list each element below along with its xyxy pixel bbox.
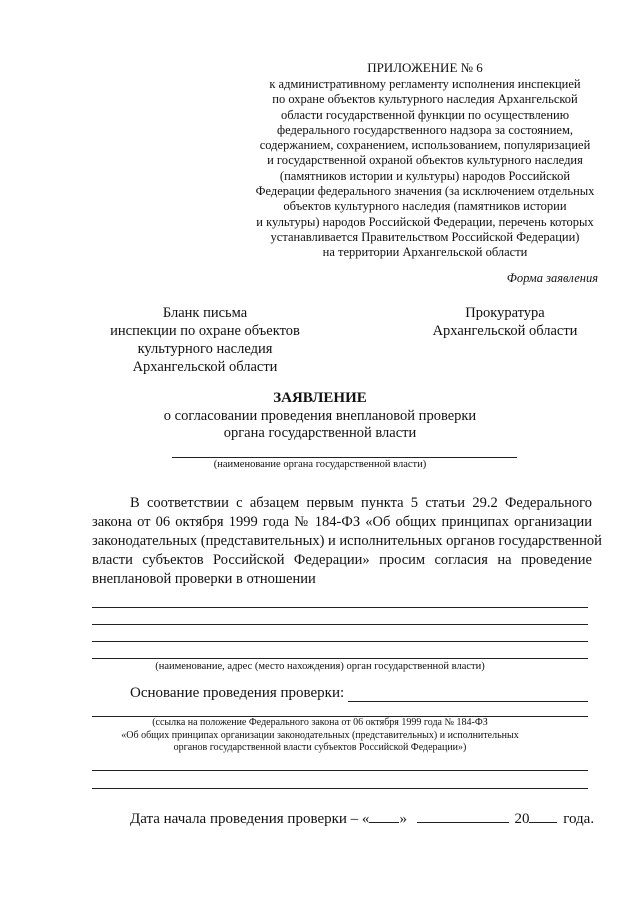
addressee-line: Прокуратура xyxy=(465,305,545,321)
basis-field-line-4[interactable] xyxy=(92,788,588,789)
date-century: 20 xyxy=(514,811,530,827)
month-field[interactable] xyxy=(417,808,509,823)
date-prefix: Дата начала проведения проверки – « xyxy=(130,811,370,827)
sender-line: Бланк письма xyxy=(162,305,248,321)
basis-field[interactable] xyxy=(348,701,588,702)
paragraph-line: внеплановой проверки в отношении xyxy=(92,571,316,587)
appendix-line: на территории Архангельской области xyxy=(322,245,528,260)
appendix-line: к административному регламенту исполнения инспекцией xyxy=(269,77,581,91)
sender-block xyxy=(90,304,320,376)
year-field[interactable] xyxy=(529,808,557,823)
paragraph-line: В соответствии с абзацем первым пункта 5 статьи 29.2 Федерального xyxy=(130,495,592,511)
appendix-line: (памятников истории и культуры) народов Российской xyxy=(279,168,571,183)
authority-caption: (наименование органа государственной власти) xyxy=(213,459,427,470)
organ-field-line-1[interactable] xyxy=(92,607,588,608)
sender-line: инспекции по охране объектов xyxy=(110,323,300,339)
date-quote-close: » xyxy=(399,811,407,827)
subtitle-line: о согласовании проведения внеплановой проверки xyxy=(163,408,477,424)
request-paragraph xyxy=(92,494,602,589)
appendix-line: устанавливается Правительством Российской Федерации) xyxy=(270,229,580,244)
form-label: Форма заявления xyxy=(506,271,598,285)
basis-label: Основание проведения проверки: xyxy=(130,685,345,701)
subtitle-line: органа государственной власти xyxy=(223,425,417,441)
sender-line: Архангельской области xyxy=(132,359,278,375)
organ-field-line-4[interactable] xyxy=(92,658,588,659)
appendix-line: и культуры) народов Российской Федерации, перечень которых xyxy=(256,214,594,229)
paragraph-line: закона от 06 октября 1999 года № 184-ФЗ «Об общих принципах организации xyxy=(92,514,592,530)
document-title: ЗАЯВЛЕНИЕ xyxy=(273,390,367,406)
appendix-line: содержанием, сохранением, использованием, популяризацией xyxy=(259,138,591,153)
start-date-line xyxy=(130,808,594,828)
organ-caption: (наименование, адрес (место нахождения) орган государственной власти) xyxy=(155,661,485,672)
appendix-line: объектов культурного наследия (памятников истории xyxy=(283,199,567,214)
organ-field-line-2[interactable] xyxy=(92,624,588,625)
basis-caption-line: органов государственной власти субъектов Российской Федерации») xyxy=(173,742,467,753)
appendix-line: Федерации федерального значения (за исключением отдельных xyxy=(255,184,595,199)
date-suffix: года. xyxy=(563,811,595,827)
basis-caption-line: «Об общих принципах организации законодательных (представительных) и исполнительных xyxy=(121,729,519,741)
document-subtitle xyxy=(0,408,640,442)
basis-caption xyxy=(0,717,640,755)
appendix-line: по охране объектов культурного наследия Архангельской xyxy=(272,92,578,107)
organ-field-line-3[interactable] xyxy=(92,641,588,642)
appendix-title: ПРИЛОЖЕНИЕ № 6 xyxy=(367,60,483,75)
appendix-description xyxy=(230,77,620,261)
paragraph-line: законодательных (представительных) и исполнительных органов государственной xyxy=(92,533,602,549)
basis-field-line-3[interactable] xyxy=(92,770,588,771)
sender-line: культурного наследия xyxy=(137,341,273,357)
appendix-line: и государственной охраной объектов культурного наследия xyxy=(267,153,583,168)
appendix-line: федерального государственного надзора за состоянием, xyxy=(276,122,574,137)
basis-caption-line: (ссылка на положение Федерального закона от 06 октября 1999 года № 184-ФЗ xyxy=(152,717,488,728)
addressee-block xyxy=(420,304,590,340)
authority-name-field[interactable] xyxy=(172,457,517,458)
day-field[interactable] xyxy=(369,808,399,823)
addressee-line: Архангельской области xyxy=(432,323,578,339)
paragraph-line: власти субъектов Российской Федерации» просим согласия на проведение xyxy=(92,552,592,568)
appendix-line: области государственной функции по осуществлению xyxy=(280,107,570,122)
